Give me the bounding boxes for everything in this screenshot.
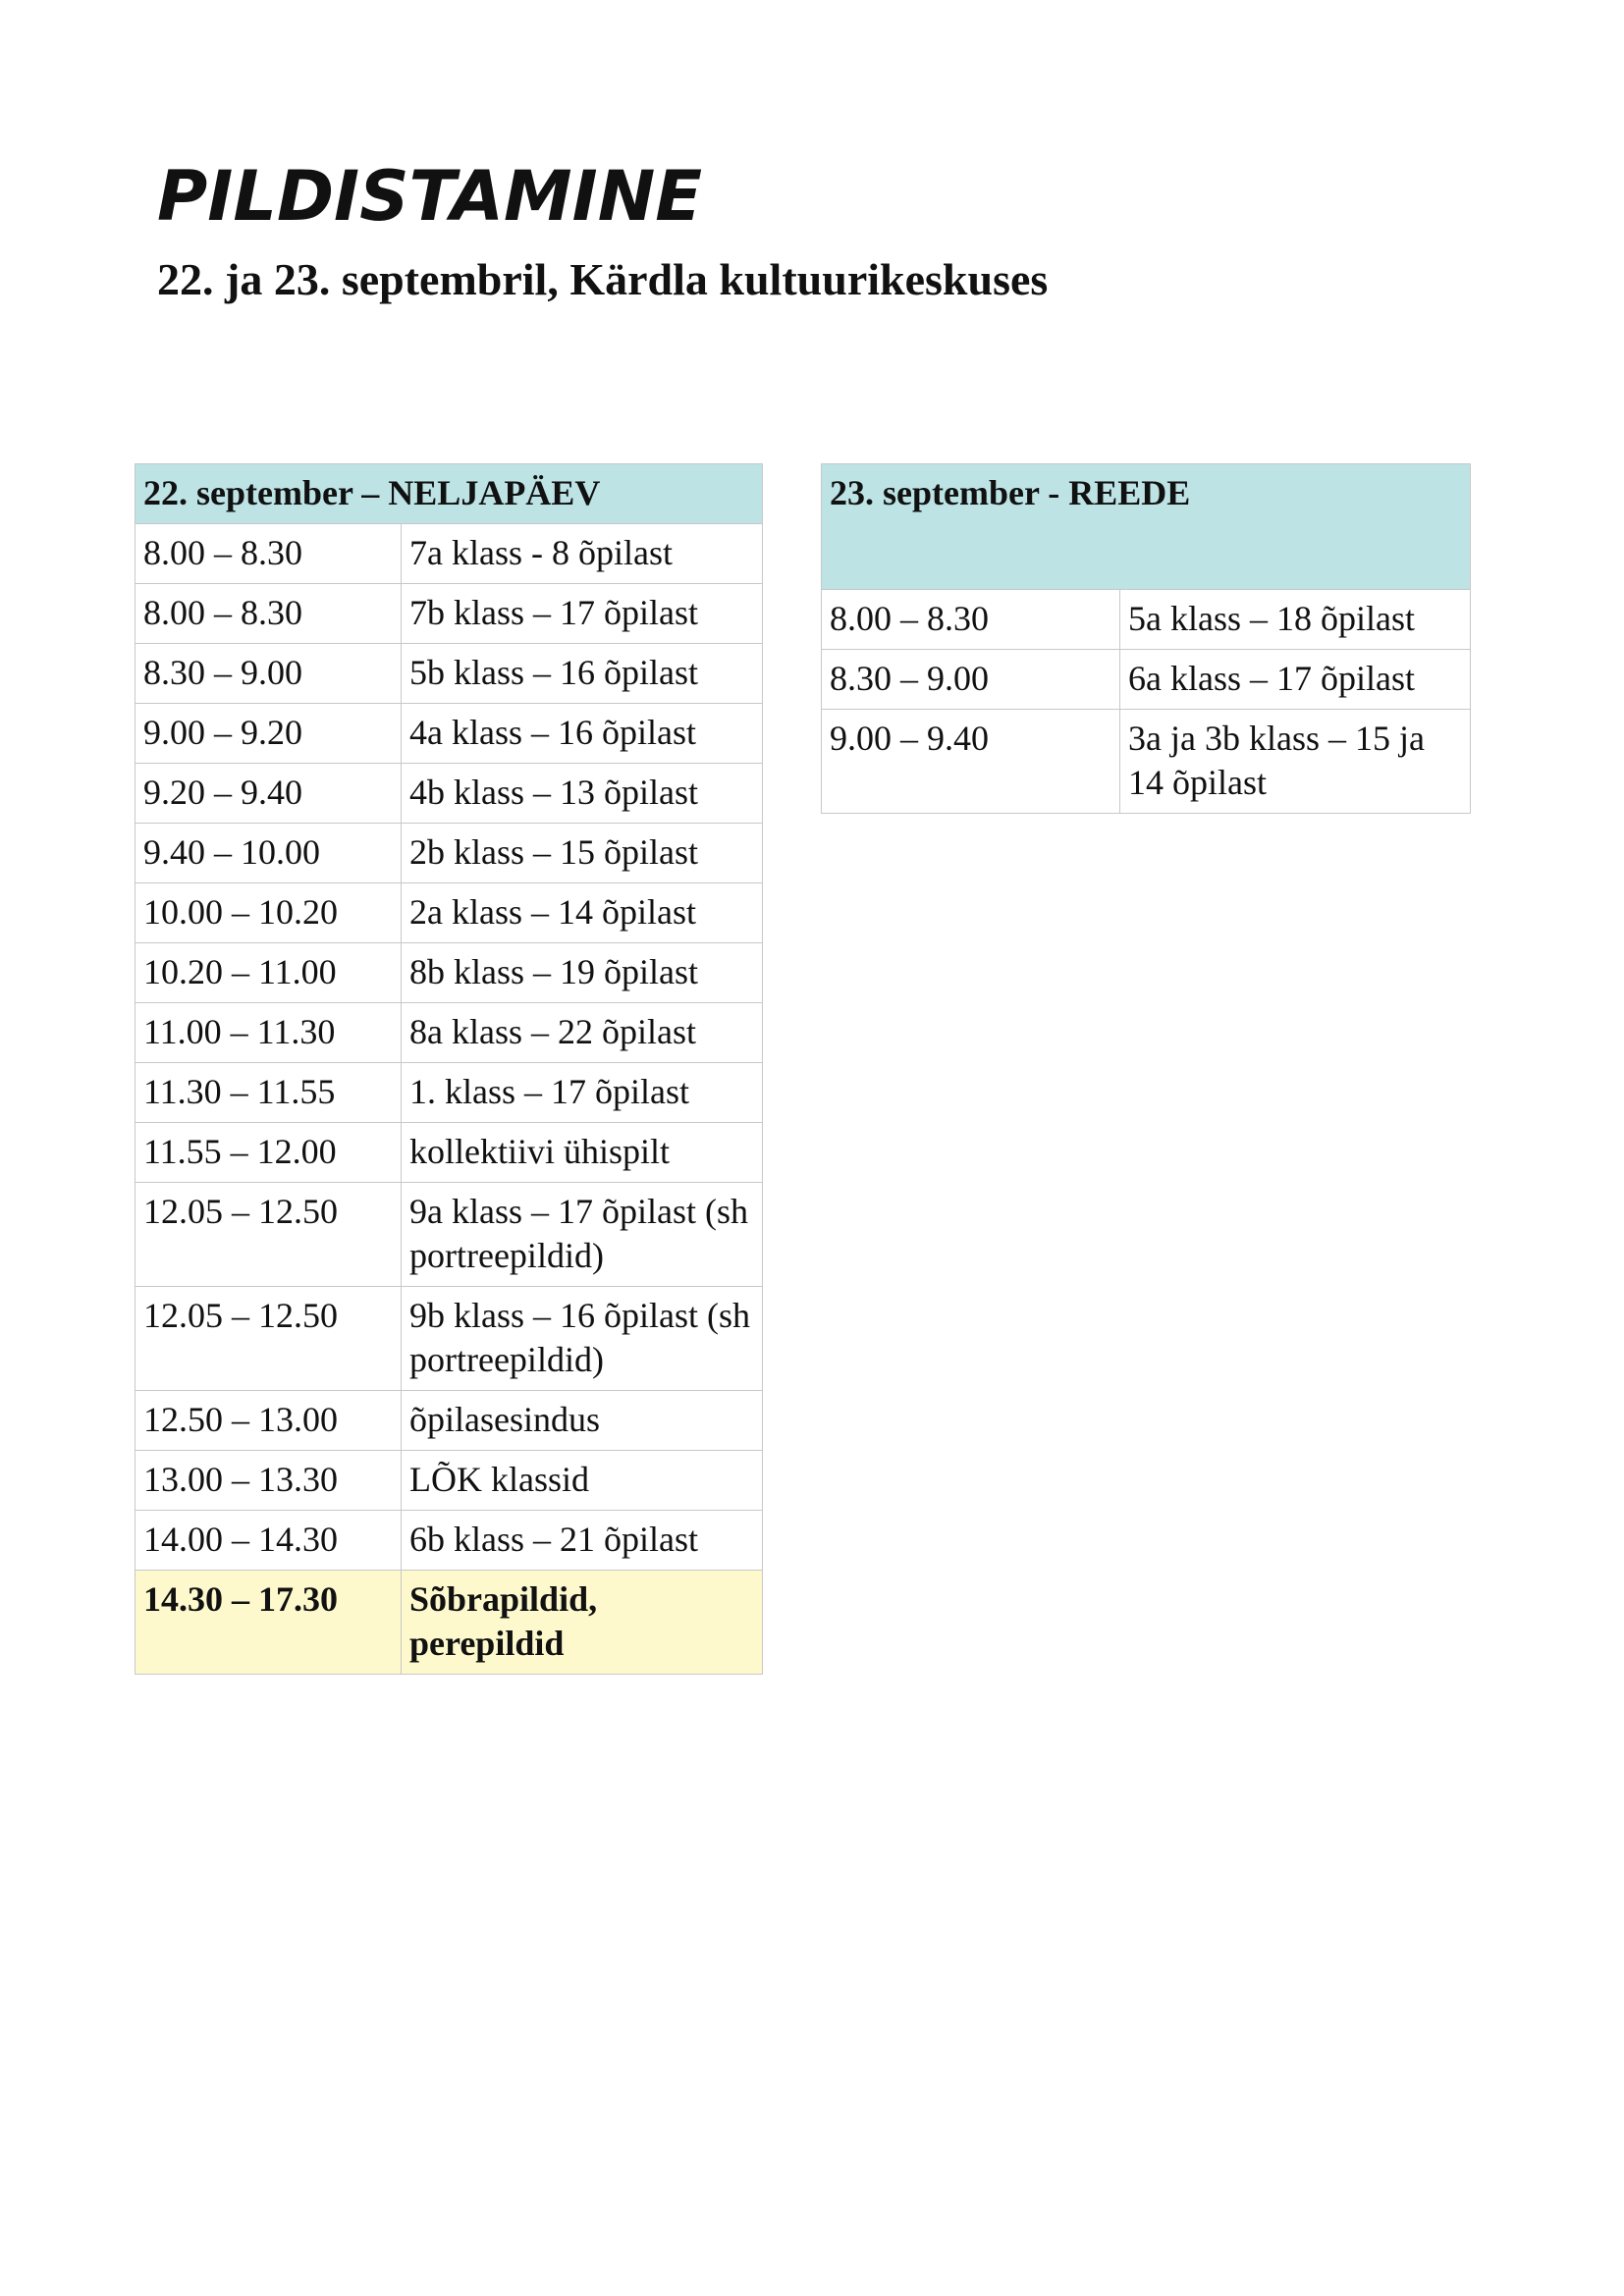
class-cell: 2a klass – 14 õpilast <box>402 883 763 943</box>
table-row <box>135 704 763 764</box>
page-subtitle: 22. ja 23. septembril, Kärdla kultuurikeskuses <box>157 254 1049 304</box>
time-cell: 9.40 – 10.00 <box>135 824 402 883</box>
class-cell: 8a klass – 22 õpilast <box>402 1003 763 1063</box>
class-cell: 7b klass – 17 õpilast <box>402 584 763 644</box>
time-cell: 8.30 – 9.00 <box>135 644 402 704</box>
time-cell: 11.00 – 11.30 <box>135 1003 402 1063</box>
time-cell: 11.55 – 12.00 <box>135 1123 402 1183</box>
class-cell: kollektiivi ühispilt <box>402 1123 763 1183</box>
class-cell: 2b klass – 15 õpilast <box>402 824 763 883</box>
time-cell: 9.20 – 9.40 <box>135 764 402 824</box>
table-row <box>822 650 1471 710</box>
table-row <box>135 1391 763 1451</box>
class-cell: 5b klass – 16 õpilast <box>402 644 763 704</box>
class-cell: 7a klass - 8 õpilast <box>402 524 763 584</box>
highlight-row <box>135 1571 763 1675</box>
class-cell: 4b klass – 13 õpilast <box>402 764 763 824</box>
table-row <box>135 524 763 584</box>
class-cell: 8b klass – 19 õpilast <box>402 943 763 1003</box>
table-header-row <box>135 464 763 524</box>
class-cell: 3a ja 3b klass – 15 ja 14 õpilast <box>1120 710 1471 814</box>
time-cell: 10.20 – 11.00 <box>135 943 402 1003</box>
friday-header: 23. september - REEDE <box>822 464 1471 590</box>
table-row <box>135 1123 763 1183</box>
page-title: PILDISTAMINE <box>157 156 703 237</box>
table-header-row <box>822 464 1471 590</box>
class-cell: õpilasesindus <box>402 1391 763 1451</box>
time-cell: 12.50 – 13.00 <box>135 1391 402 1451</box>
time-cell: 8.00 – 8.30 <box>822 590 1120 650</box>
time-cell: 14.00 – 14.30 <box>135 1511 402 1571</box>
class-cell: 9b klass – 16 õpilast (sh portreepildid) <box>402 1287 763 1391</box>
class-cell: Sõbrapildid, perepildid <box>402 1571 763 1675</box>
table-row <box>135 1003 763 1063</box>
table-row <box>135 764 763 824</box>
friday-schedule-table <box>821 463 1471 814</box>
class-cell: 5a klass – 18 õpilast <box>1120 590 1471 650</box>
table-row <box>135 1511 763 1571</box>
time-cell: 12.05 – 12.50 <box>135 1287 402 1391</box>
time-cell: 14.30 – 17.30 <box>135 1571 402 1675</box>
table-row <box>822 710 1471 814</box>
time-cell: 8.00 – 8.30 <box>135 584 402 644</box>
class-cell: LÕK klassid <box>402 1451 763 1511</box>
time-cell: 13.00 – 13.30 <box>135 1451 402 1511</box>
class-cell: 1. klass – 17 õpilast <box>402 1063 763 1123</box>
table-row <box>135 883 763 943</box>
table-row <box>822 590 1471 650</box>
table-row <box>135 1063 763 1123</box>
class-cell: 6a klass – 17 õpilast <box>1120 650 1471 710</box>
time-cell: 10.00 – 10.20 <box>135 883 402 943</box>
table-row <box>135 1183 763 1287</box>
thursday-schedule-table <box>135 463 763 1675</box>
thursday-header: 22. september – NELJAPÄEV <box>135 464 763 524</box>
time-cell: 12.05 – 12.50 <box>135 1183 402 1287</box>
class-cell: 4a klass – 16 õpilast <box>402 704 763 764</box>
time-cell: 9.00 – 9.40 <box>822 710 1120 814</box>
table-row <box>135 584 763 644</box>
time-cell: 9.00 – 9.20 <box>135 704 402 764</box>
table-row <box>135 824 763 883</box>
table-row <box>135 1451 763 1511</box>
table-row <box>135 943 763 1003</box>
table-row <box>135 644 763 704</box>
class-cell: 6b klass – 21 õpilast <box>402 1511 763 1571</box>
time-cell: 11.30 – 11.55 <box>135 1063 402 1123</box>
time-cell: 8.00 – 8.30 <box>135 524 402 584</box>
table-row <box>135 1287 763 1391</box>
class-cell: 9a klass – 17 õpilast (sh portreepildid) <box>402 1183 763 1287</box>
time-cell: 8.30 – 9.00 <box>822 650 1120 710</box>
